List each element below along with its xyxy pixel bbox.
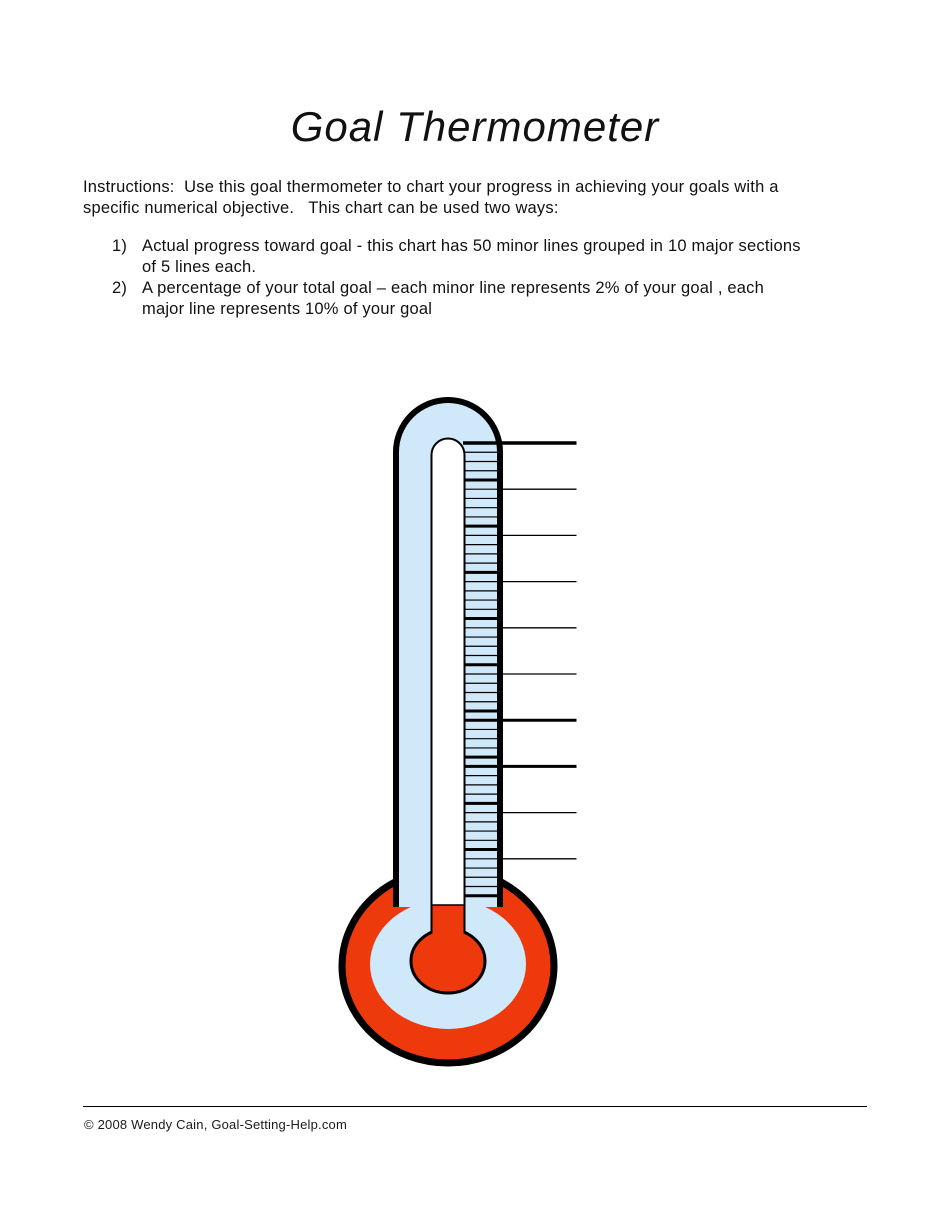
list-item-2-line-1: A percentage of your total goal – each minor line represents 2% of your goal , each: [142, 279, 764, 297]
thermometer-capillary: [432, 439, 465, 907]
footer-divider: [83, 1106, 867, 1107]
copyright-text: © 2008 Wendy Cain, Goal-Setting-Help.com: [84, 1117, 348, 1132]
instructions-line-2: specific numerical objective. This chart can be used two ways:: [83, 199, 559, 217]
list-item-1-line-2: of 5 lines each.: [142, 258, 257, 276]
list-item-2-line-2: major line represents 10% of your goal: [142, 300, 433, 318]
page-title: Goal Thermometer: [290, 103, 660, 150]
instructions-line-1: Instructions: Use this goal thermometer to chart your progress in achieving your goals with a: [83, 178, 779, 196]
list-item-1-number: 1): [112, 237, 128, 255]
list-item-2-number: 2): [112, 279, 128, 297]
list-item-1-line-1: Actual progress toward goal - this chart has 50 minor lines grouped in 10 major sections: [142, 237, 801, 255]
mercury-column: [433, 905, 464, 947]
